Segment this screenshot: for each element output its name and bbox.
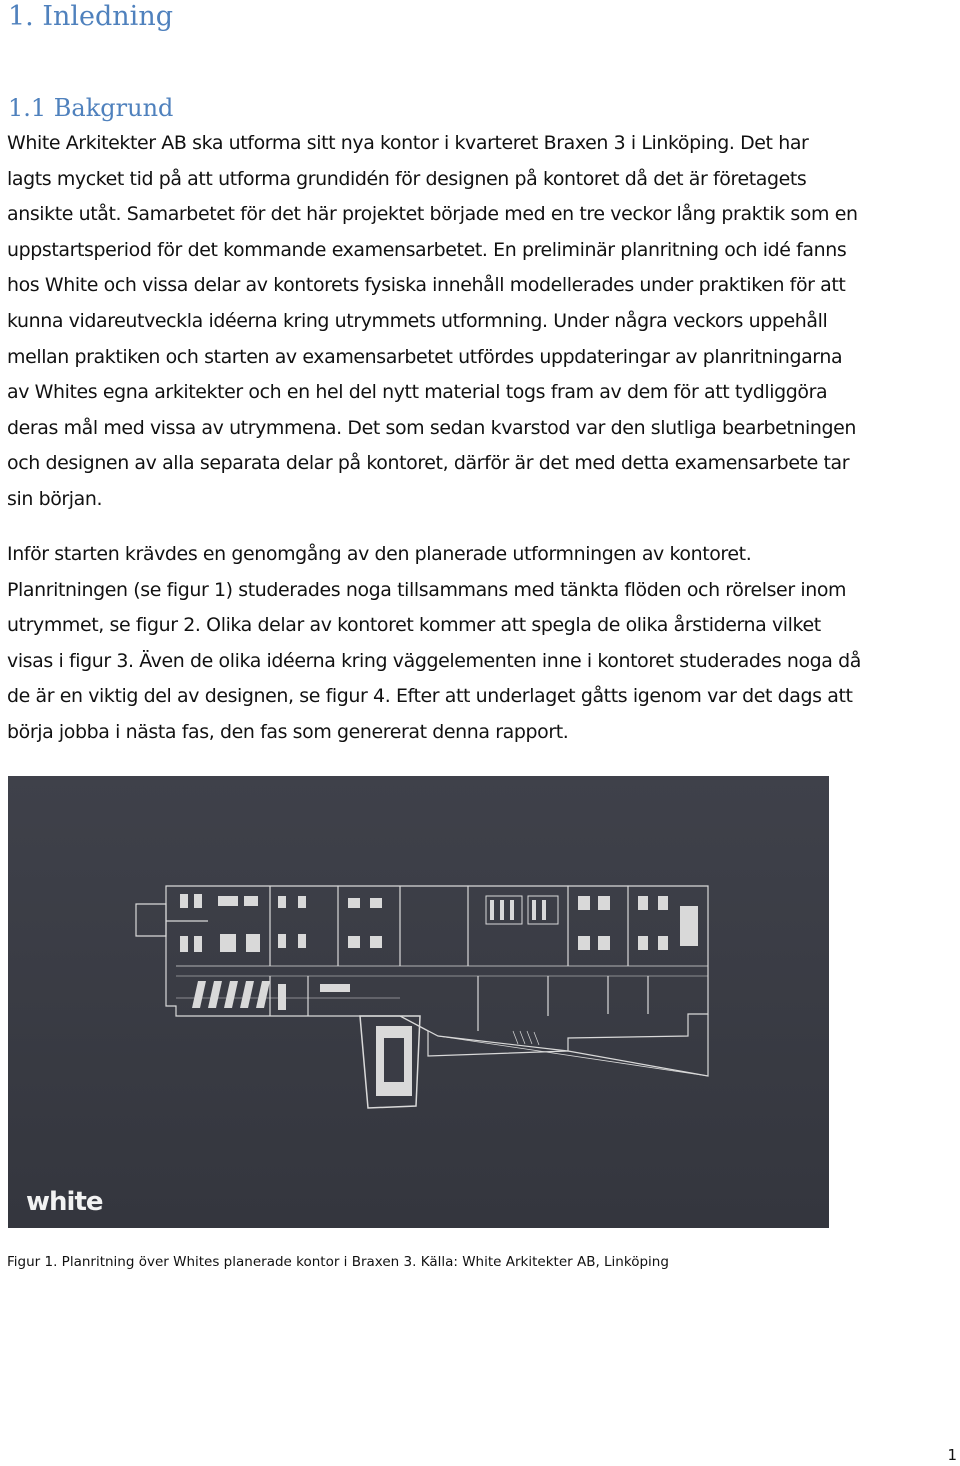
floor-plan-drawing bbox=[8, 776, 829, 1228]
chapter-heading: 1. Inledning bbox=[8, 1, 173, 32]
text-line: ansikte utåt. Samarbetet för det här projektet började med en tre veckor lång praktik som en bbox=[7, 203, 858, 226]
floor-plan-figure bbox=[8, 776, 829, 1228]
text-line: hos White och vissa delar av kontorets fysiska innehåll modellerades under praktiken för att bbox=[7, 274, 846, 297]
section-heading: 1.1 Bakgrund bbox=[8, 94, 174, 122]
text-line: de är en viktig del av designen, se figur 4. Efter att underlaget gåtts igenom var det dags att bbox=[7, 685, 853, 708]
text-line: utrymmet, se figur 2. Olika delar av kontoret kommer att spegla de olika årstiderna vilket bbox=[7, 614, 821, 637]
page-number: 1 bbox=[947, 1446, 957, 1464]
logo-white bbox=[26, 1187, 103, 1217]
text-line: mellan praktiken och starten av examensarbetet utfördes uppdateringar av planritningarna bbox=[7, 345, 843, 368]
text-line: visas i figur 3. Även de olika idéerna kring väggelementen inne i kontoret studerades noga då bbox=[7, 649, 861, 672]
text-line: White Arkitekter AB ska utforma sitt nya kontor i kvarteret Braxen 3 i Linköping. Det har bbox=[7, 132, 809, 154]
text-line: uppstartsperiod för det kommande examensarbetet. En preliminär planritning och idé fanns bbox=[7, 238, 847, 261]
text-line: Planritningen (se figur 1) studerades noga tillsammans med tänkta flöden och rörelser inom bbox=[7, 578, 847, 601]
text-line: av Whites egna arkitekter och en hel del nytt material togs fram av dem för att tydliggöra bbox=[7, 381, 828, 404]
text-line: börja jobba i nästa fas, den fas som genererat denna rapport. bbox=[7, 720, 569, 743]
logo-text: white bbox=[26, 1187, 103, 1217]
text-line: lagts mycket tid på att utforma grundidén för designen på kontoret då det är företagets bbox=[7, 167, 807, 190]
paragraph-background bbox=[7, 126, 959, 518]
text-line: och designen av alla separata delar på kontoret, därför är det med detta examensarbete tar bbox=[7, 452, 850, 475]
paragraph-review bbox=[7, 537, 959, 751]
text-line: Inför starten krävdes en genomgång av den planerade utformningen av kontoret. bbox=[7, 543, 752, 565]
text-line: sin början. bbox=[7, 487, 103, 510]
text-line: kunna vidareutveckla idéerna kring utrymmets utformning. Under några veckors uppehåll bbox=[7, 309, 828, 332]
figure-caption: Figur 1. Planritning över Whites planerade kontor i Braxen 3. Källa: White Arkitekter AB, Linköping bbox=[7, 1254, 669, 1270]
text-line: deras mål med vissa av utrymmena. Det som sedan kvarstod var den slutliga bearbetningen bbox=[7, 416, 857, 439]
